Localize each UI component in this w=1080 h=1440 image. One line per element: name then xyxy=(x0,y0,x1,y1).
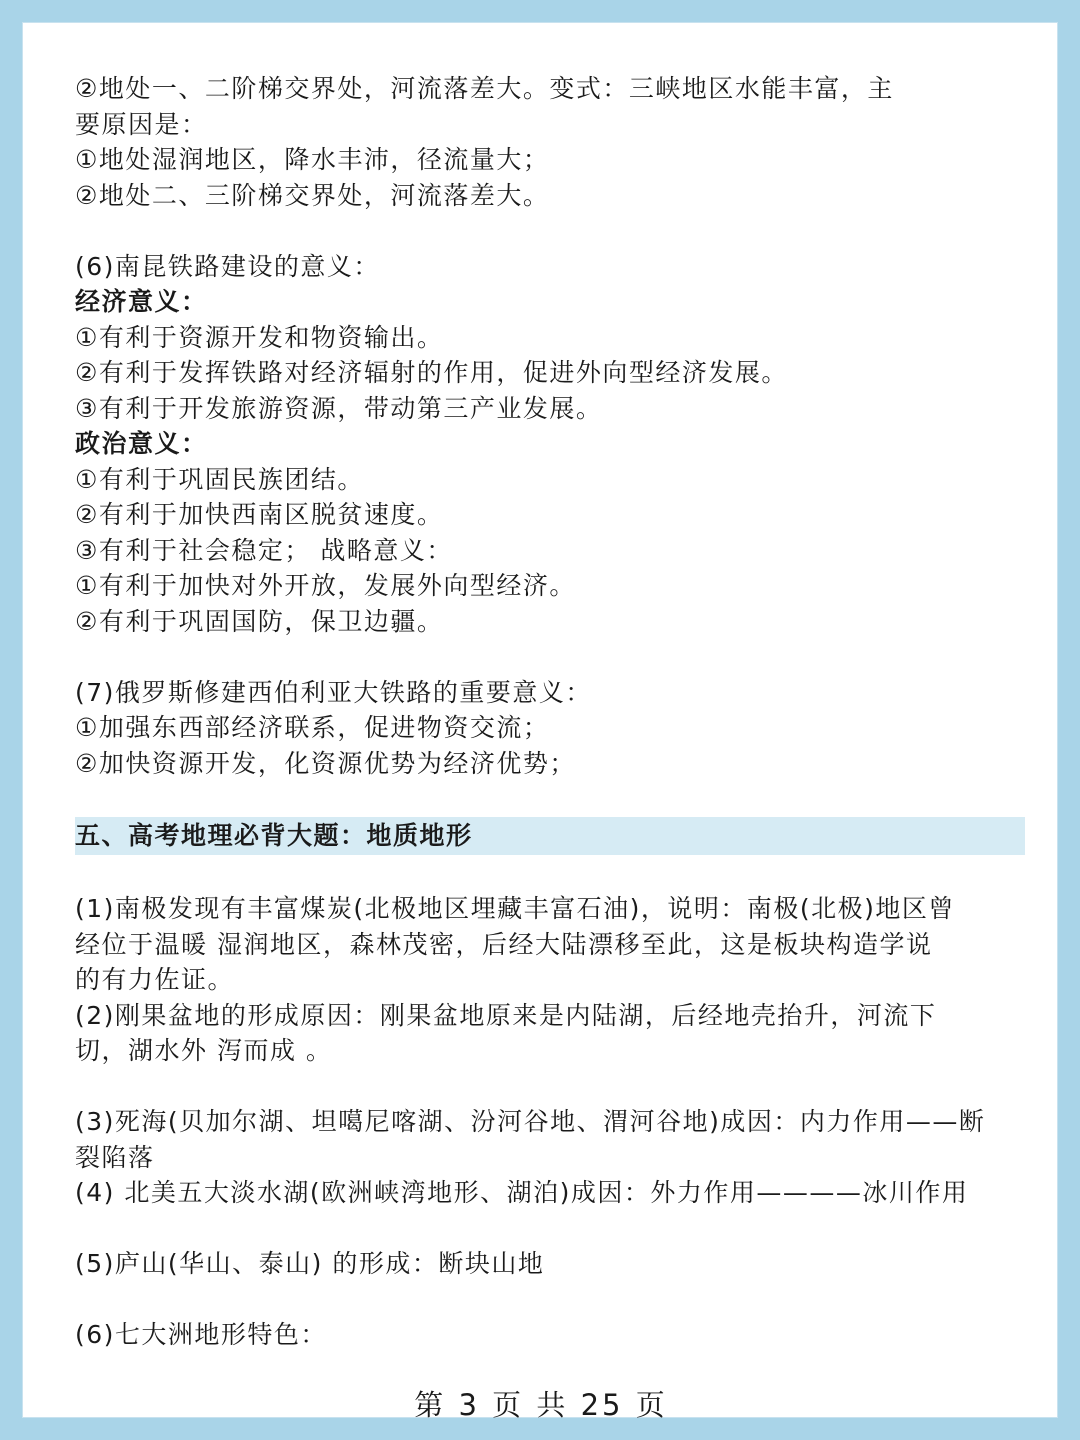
list-item: ②有利于巩固国防，保卫边疆。 xyxy=(75,606,444,636)
page-number: 第 3 页 共 25 页 xyxy=(414,1388,668,1422)
text-line: (3)死海(贝加尔湖、坦噶尼喀湖、汾河谷地、渭河谷地)成因：内力作用——断 xyxy=(75,1107,986,1136)
text-line: (6)七大洲地形特色： xyxy=(75,1320,327,1349)
list-item: ①有利于资源开发和物资输出。 xyxy=(75,322,444,352)
section-heading: 五、高考地理必背大题：地质地形 xyxy=(75,817,1025,855)
spacer xyxy=(75,1069,1025,1105)
list-item: ③有利于社会稳定； 战略意义： xyxy=(75,535,453,565)
list-item: ①加强东西部经济联系，促进物资交流； xyxy=(75,713,550,742)
text-line: (1)南极发现有丰富煤炭(北极地区埋藏丰富石油)，说明：南极(北极)地区曾 xyxy=(75,894,955,923)
text-line: 要原因是： xyxy=(75,109,208,139)
document-page xyxy=(22,22,1058,1422)
text-line: (5)庐山(华山、泰山) 的形成：断块山地 xyxy=(75,1249,545,1278)
spacer xyxy=(75,213,1025,249)
text-line: (2)刚果盆地的形成原因：刚果盆地原来是内陆湖，后经地壳抬升，河流下 xyxy=(75,1000,937,1030)
document-content xyxy=(75,71,1025,1353)
list-item: ②加快资源开发，化资源优势为经济优势； xyxy=(75,748,576,778)
list-item: ②有利于加快西南区脱贫速度。 xyxy=(75,500,444,529)
spacer xyxy=(75,639,1025,675)
list-item: ①有利于加快对外开放，发展外向型经济。 xyxy=(75,571,576,600)
spacer xyxy=(75,1282,1025,1318)
text-line: ①地处湿润地区，降水丰沛，径流量大； xyxy=(75,145,550,174)
text-line: ②地处二、三阶梯交界处，河流落差大。 xyxy=(75,180,550,210)
political-significance-title: 政治意义： xyxy=(75,429,208,458)
spacer xyxy=(75,855,1025,891)
text-line: ②地处一、二阶梯交界处，河流落差大。变式：三峡地区水能丰富，主 xyxy=(75,74,894,103)
subheading: (7)俄罗斯修建西伯利亚大铁路的重要意义： xyxy=(75,677,592,707)
spacer xyxy=(75,781,1025,815)
list-item: ①有利于巩固民族团结。 xyxy=(75,464,364,494)
text-line: 切，湖水外 泻而成 。 xyxy=(75,1036,333,1065)
economic-significance-title: 经济意义： xyxy=(75,287,208,316)
text-line: (4) 北美五大淡水湖(欧洲峡湾地形、湖泊)成因：外力作用————冰川作用 xyxy=(75,1178,969,1207)
subheading: (6)南昆铁路建设的意义： xyxy=(75,251,380,281)
list-item: ③有利于开发旅游资源，带动第三产业发展。 xyxy=(75,393,603,423)
text-line: 的有力佐证。 xyxy=(75,965,235,994)
list-item: ②有利于发挥铁路对经济辐射的作用，促进外向型经济发展。 xyxy=(75,358,788,387)
page-frame xyxy=(8,8,1072,1432)
text-line: 裂陷落 xyxy=(75,1142,155,1172)
spacer xyxy=(75,1211,1025,1247)
text-line: 经位于温暖 湿润地区，森林茂密，后经大陆漂移至此，这是板块构造学说 xyxy=(75,929,933,959)
